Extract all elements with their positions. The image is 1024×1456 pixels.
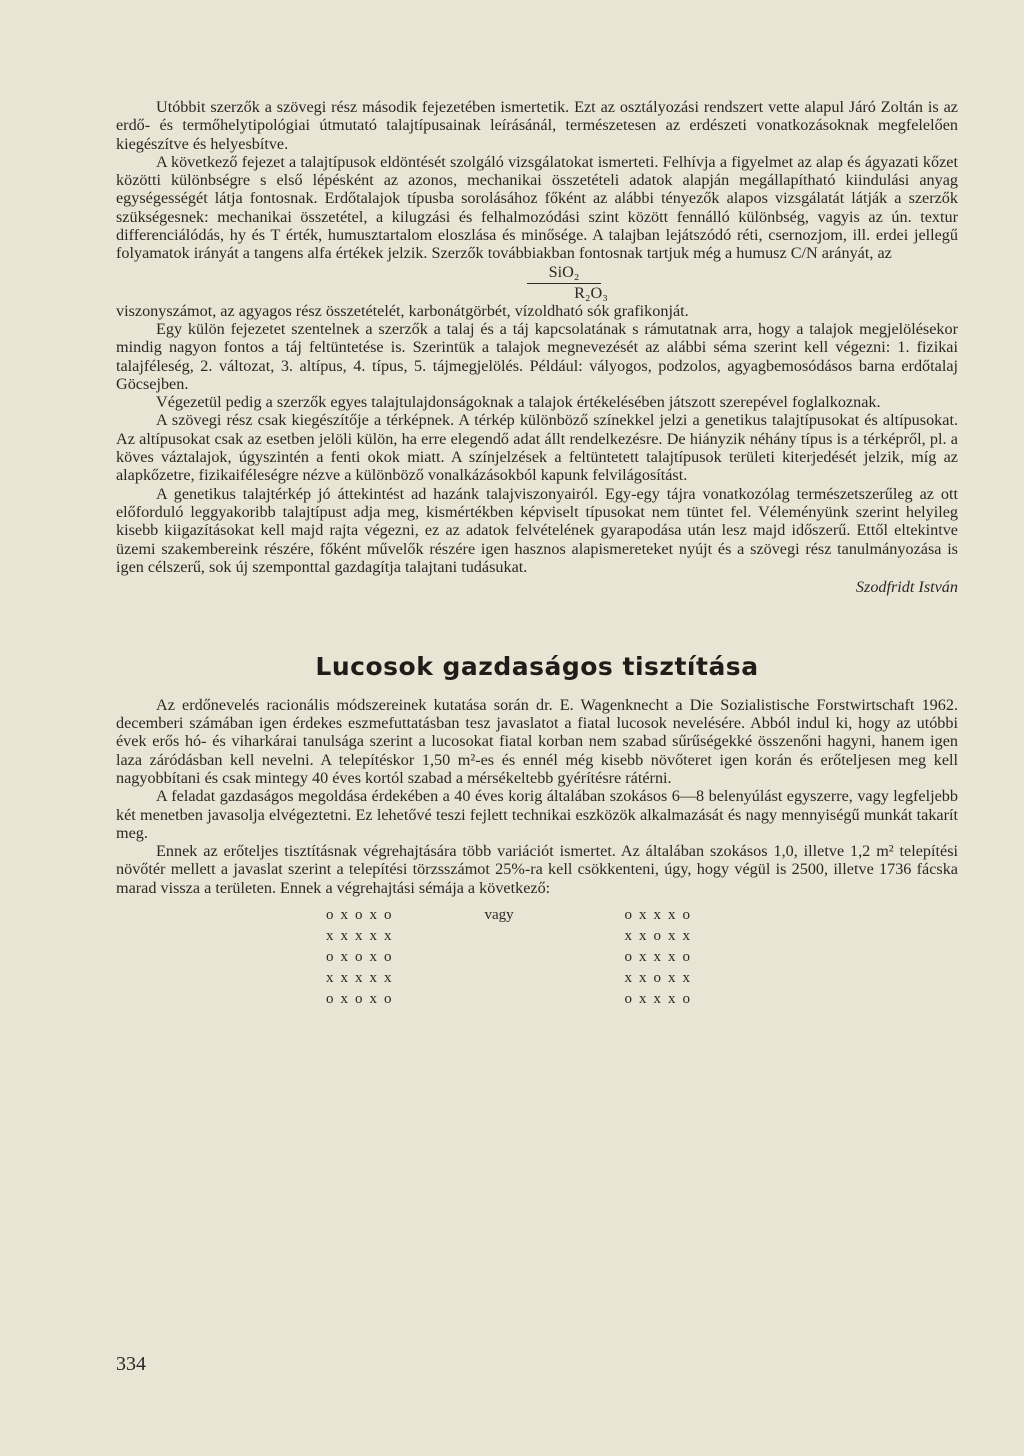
scheme-right-cell: oxxxo	[624, 991, 697, 1008]
scheme-left-cell: oxoxo	[326, 949, 399, 966]
scheme-row	[326, 947, 697, 968]
scheme-row	[326, 968, 697, 989]
page-number: 334	[116, 1353, 146, 1375]
scheme-left-cell: xxxxx	[326, 970, 399, 987]
scheme-right-cell: xxoxx	[624, 970, 697, 987]
scheme-right-cell: xxoxx	[624, 928, 697, 945]
article-paragraph-3: Ennek az erőteljes tisztításnak végrehajtására több variációt ismertet. Az általában szokásos 1,0, illetve 1,2 m² telepítési növőtér mellett a javaslat szerint a telepítési törzsszámot 25%-ra kell csökkenteni, úgy, hogy végül is 2500, illetve 1736 fácska marad vissza a területen. Ennek a végrehajtási sémája a következő:	[116, 842, 958, 897]
scheme-right-cell: oxxxo	[624, 949, 697, 966]
page-content	[116, 98, 958, 1010]
review-signature: Szodfridt István	[855, 578, 958, 597]
scheme-left-cell: oxoxo	[326, 991, 399, 1008]
review-paragraph-5: Végezetül pedig a szerzők egyes talajtulajdonságoknak a talajok értékelésében játszott szerepével foglalkoznak.	[156, 393, 881, 412]
formula-numerator: SiO₂	[527, 263, 602, 284]
formula-denominator: R₂O₃	[574, 283, 608, 302]
review-paragraph-4: Egy külön fejezetet szentelnek a szerzők a talaj és a táj kapcsolatának s rámutatnak arra, hogy a talajok megjelölésekor mindig nagyon fontos a táj feltüntetése is. Szerintük a talajok megnevezését az alábbi séma szerint kell végezni: 1. fizikai talajféleség, 2. változat, 3. altípus, 4. típus, 5. tájmegjelölés. Például: vályogos, podzolos, agyagbemosódásos barna erdőtalaj Göcsejben.	[116, 319, 958, 393]
review-paragraph-7: A genetikus talajtérkép jó áttekintést ad hazánk talajviszonyairól. Egy-egy tájra vonatkozólag természetszerűleg az ott előforduló leggyakoribb talajtípust adja meg, kismértékben képviselt típusokat nem tüntet fel. Véleményünk szerint helyileg kisebb kiigazításokat kell majd rajta végezni, ez az adatok felvételének gyarapodása után lesz majd időszerű. Ettől eltekintve üzemi szakembereink részére, főként művelők részére igen hasznos alapismereteket nyújt és a szövegi rész tanulmányozása is igen célszerű, sok új szemponttal gazdagítja talajtani tudásukat.	[116, 484, 958, 576]
scheme-separator: vagy	[484, 907, 514, 924]
planting-scheme-table	[326, 905, 697, 1010]
scheme-row	[326, 926, 697, 947]
scheme-left-cell: xxxxx	[326, 928, 399, 945]
scheme-row	[326, 905, 697, 926]
review-paragraph-6: A szövegi rész csak kiegészítője a térképnek. A térkép különböző színekkel jelzi a genetikus talajtípusokat és altípusokat. Az altípusokat csak az esetben jelöli külön, ha erre elegendő adat állt rendelkezésre. De hiányzik néhány típus is a térképről, pl. a köves váztalajok, úgyszintén a fenti okok miatt. A színjelzések a feltüntetett talajtípusok területi kiterjedését jelzik, míg az alapkőzetre, fizikaiféleségre nézve a különböző vonalkázásokból kapunk felvilágosítást.	[116, 411, 958, 485]
scheme-right-cell: oxxxo	[624, 907, 697, 924]
review-paragraph-2: A következő fejezet a talajtípusok eldöntését szolgáló vizsgálatokat ismerteti. Felhívja a figyelmet az alap és ágyazati kőzet közötti különbségre s első lépésként az azonos, mechanikai összetételi adatok alapján megállapítható kiindulási anyag egységességét látja fontosnak. Erdőtalajok típusba sorolásához főként az alábbi tényezők alapos vizsgálatát látják a szerzők szükségesnek: mechanikai összetétel, a kilugzási és felhalmozódási szint között fennálló különbség, vagyis az ún. textur differenciálódás, hy és T érték, humusztartalom eloszlása és minősége. A talajban lejátszódó réti, csernozjom, ill. erdei jellegű folyamatok irányát a tangens alfa értékek jelzik. Szerzők továbbiakban fontosnak tartjuk még a humusz C/N arányát, az	[116, 152, 958, 263]
article-paragraph-1: Az erdőnevelés racionális módszereinek kutatása során dr. E. Wagenknecht a Die Sozialistische Forstwirtschaft 1962. decemberi számában igen érdekes eszmefuttatásban tesz javaslatot a fiatal lucosok nevelésére. Abból indul ki, hogy az utóbbi évek erős hó- és viharkárai tanulsága szerint a lucosokat fiatal korban nem szabad sűrűségekké összenőni hagyni, hanem igen laza záródásban kell nevelni. A telepítéskor 1,50 m²-es és ennél még kisebb növőteret igen korán és erőteljesen meg kell nagyobbítani és csak mintegy 40 éves kortól szabad a mérsékeltebb gyérítésre rátérni.	[116, 695, 958, 787]
review-paragraph-3: viszonyszámot, az agyagos rész összetételét, karbonátgörbét, vízoldható sók grafikonját.	[116, 301, 689, 320]
article-title: Lucosok gazdaságos tisztítása	[315, 652, 759, 682]
silica-ratio-formula	[116, 263, 958, 302]
scheme-left-cell: oxoxo	[326, 907, 399, 924]
scheme-row	[326, 989, 697, 1010]
review-paragraph-1: Utóbbit szerzők a szövegi rész második fejezetében ismertetik. Ezt az osztályozási rendszert vette alapul Járó Zoltán is az erdő- és termőhelytipológiai útmutató talajtípusainak leírásánál, természetesen az erdészeti vonatkozásoknak megfelelően kiegészítve és helyesbítve.	[116, 98, 958, 153]
article-paragraph-2: A feladat gazdaságos megoldása érdekében a 40 éves korig általában szokásos 6—8 belenyúlást egyszerre, vagy legfeljebb két menetben javasolja elvégeztetni. Ez lehetővé teszi fejlett technikai eszközök alkalmazását és nagy mennyiségű munkát takarít meg.	[116, 787, 958, 842]
